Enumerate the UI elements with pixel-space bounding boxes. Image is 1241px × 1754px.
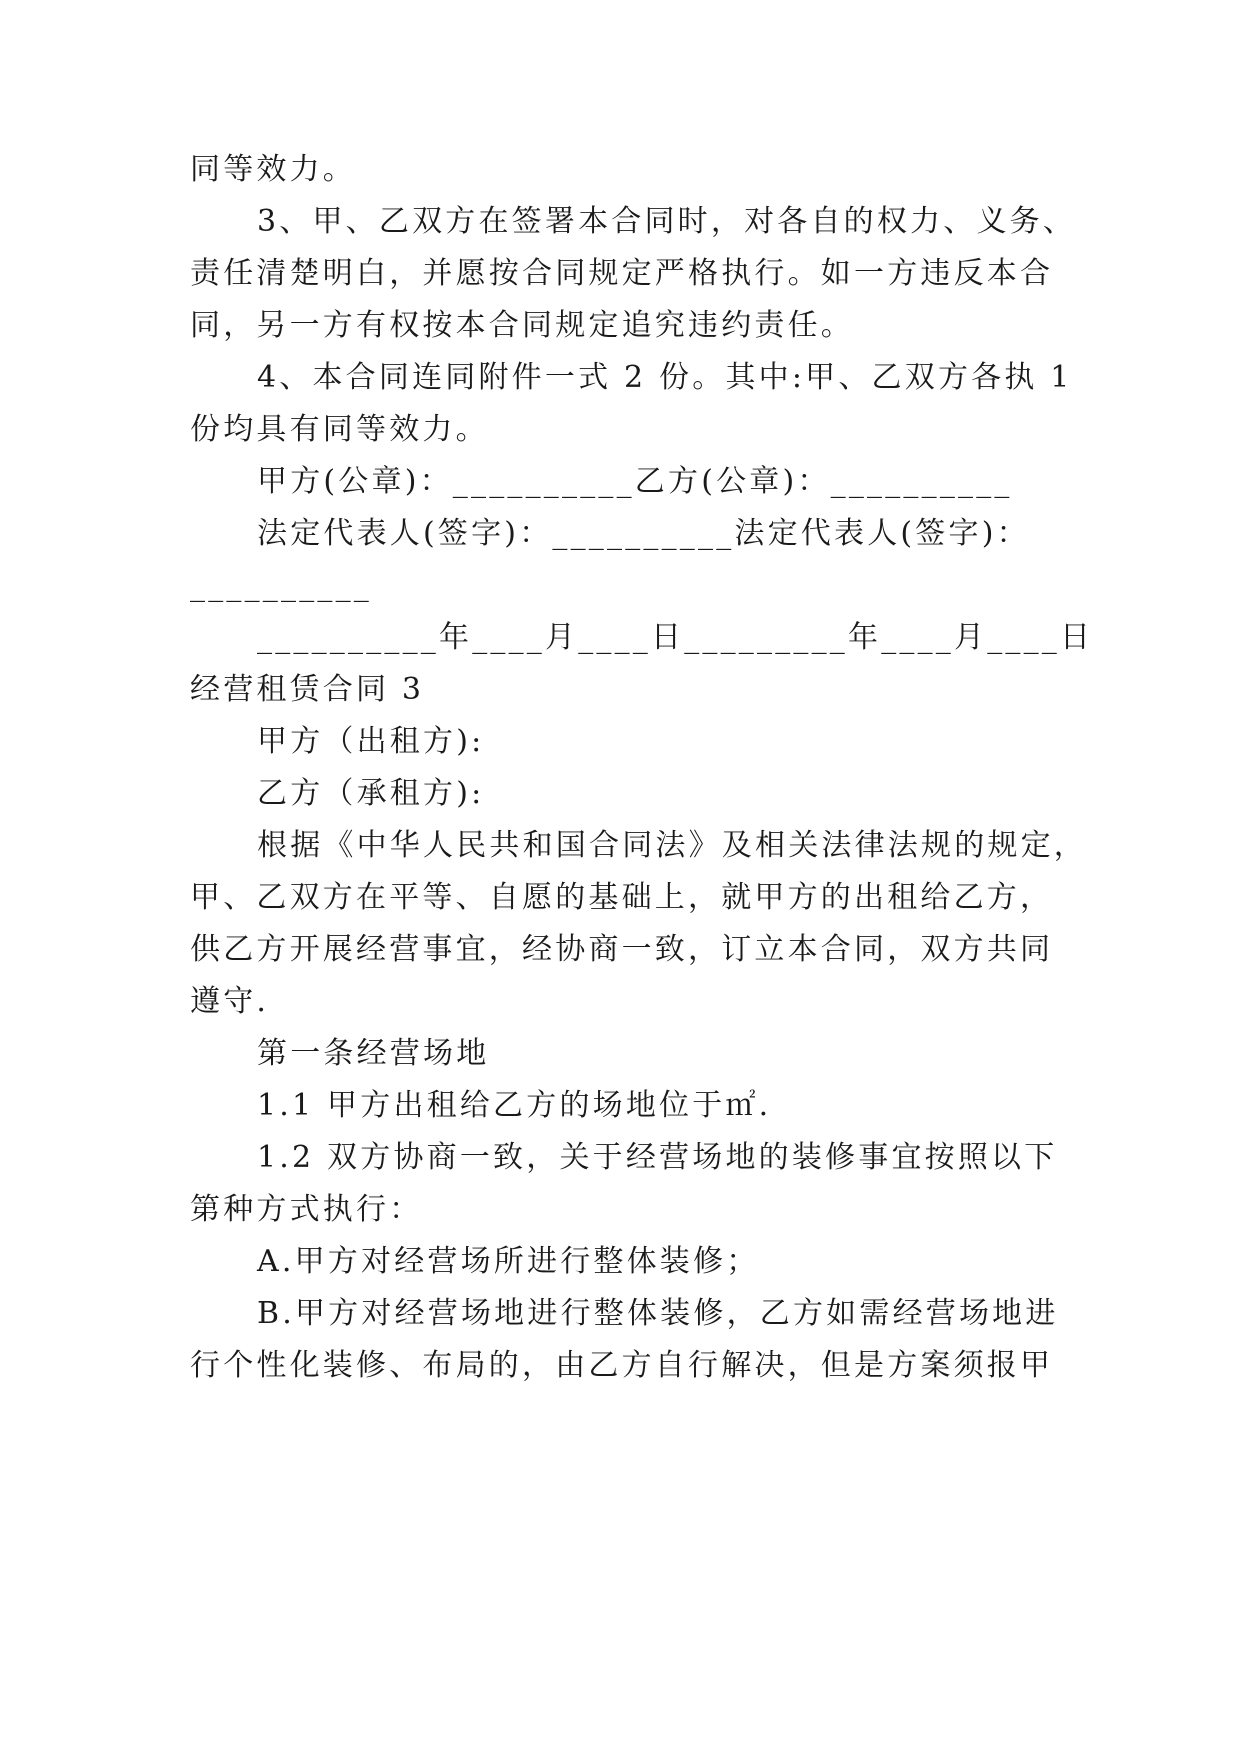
text-line: 份均具有同等效力。	[190, 412, 489, 447]
party-a-line: 甲方（出租方):	[257, 724, 485, 759]
text-line: 遵守.	[190, 984, 270, 1019]
text-line: B.甲方对经营场地进行整体装修，乙方如需经营场地进	[257, 1296, 1059, 1331]
text-line: 行个性化装修、布局的，由乙方自行解决，但是方案须报甲	[190, 1348, 1054, 1383]
section-title: 经营租赁合同 3	[190, 672, 425, 707]
text-line: 根据《中华人民共和国合同法》及相关法律法规的规定，	[257, 828, 1087, 863]
text-line: 同，另一方有权按本合同规定追究违约责任。	[190, 308, 854, 343]
text-line: 甲、乙双方在平等、自愿的基础上，就甲方的出租给乙方，	[190, 880, 1054, 915]
text-line: 1.2 双方协商一致，关于经营场地的装修事宜按照以下	[257, 1140, 1058, 1175]
text-line: 供乙方开展经营事宜，经协商一致，订立本合同，双方共同	[190, 932, 1054, 967]
date-line: __________年____月____日_________年____月____日	[257, 620, 1094, 655]
signature-line-representative: 法定代表人(签字)：__________法定代表人(签字)：	[257, 516, 1030, 551]
text-line: 同等效力。	[190, 152, 356, 187]
text-line: 责任清楚明白，并愿按合同规定严格执行。如一方违反本合	[190, 256, 1054, 291]
text-line: 第种方式执行：	[190, 1192, 423, 1227]
party-b-line: 乙方（承租方):	[257, 776, 485, 811]
text-line: 4、本合同连同附件一式 2 份。其中:甲、乙双方各执 1	[257, 360, 1073, 395]
text-line: A.甲方对经营场所进行整体装修；	[257, 1244, 760, 1279]
text-line: 3、甲、乙双方在签署本合同时，对各自的权力、义务、	[257, 204, 1077, 239]
article-heading: 第一条经营场地	[257, 1036, 490, 1071]
text-line: 1.1 甲方出租给乙方的场地位于㎡.	[257, 1088, 772, 1123]
signature-line-seal: 甲方(公章)：__________乙方(公章)：__________	[257, 464, 1013, 499]
signature-blank: __________	[190, 568, 372, 603]
